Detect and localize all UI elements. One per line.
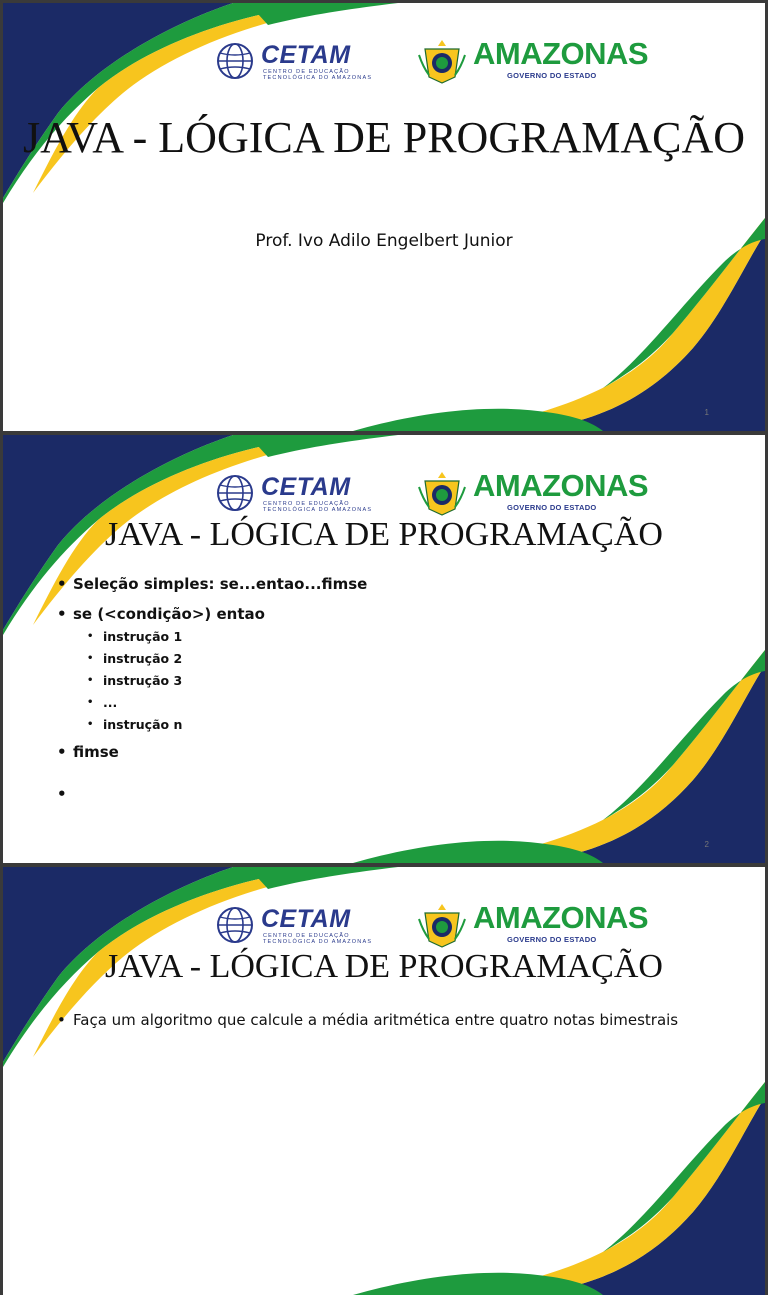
globe-icon [215, 473, 255, 513]
sub-list-item: • instrução 3 [87, 673, 697, 689]
amazonas-wordmark: AMAZONAS [473, 468, 649, 503]
slide-subtitle: Prof. Ivo Adilo Engelbert Junior [255, 231, 513, 251]
header-logos [215, 468, 649, 517]
cetam-subtitle: CENTRO DE EDUCAÇÃO TECNOLÓGICA DO AMAZONAS [263, 501, 373, 513]
cetam-subtitle: CENTRO DE EDUCAÇÃO TECNOLÓGICA DO AMAZONAS [263, 933, 373, 945]
amazonas-subtitle: GOVERNO DO ESTADO [507, 71, 597, 80]
cetam-wordmark: CETAM [261, 473, 351, 501]
amazonas-wordmark: AMAZONAS [473, 900, 649, 935]
list-item: • Seleção simples: se...entao...fimse [57, 575, 697, 593]
coat-of-arms-icon [417, 901, 467, 949]
amazonas-subtitle: GOVERNO DO ESTADO [507, 503, 597, 512]
amazonas-logo [415, 468, 649, 517]
slide-3[interactable] [3, 867, 765, 1295]
bullet-list [57, 575, 697, 815]
amazonas-logo [415, 900, 649, 949]
coat-of-arms-icon [417, 37, 467, 85]
page-number: 2 [704, 840, 709, 849]
page-number: 1 [704, 408, 709, 417]
cetam-wordmark: CETAM [261, 41, 351, 69]
sub-list-item: • instrução 1 [87, 629, 697, 645]
sub-list-item: • instrução n [87, 717, 697, 733]
slide-2[interactable] [3, 435, 765, 863]
slide-title: JAVA - LÓGICA DE PROGRAMAÇÃO [105, 948, 663, 985]
slide-1[interactable] [3, 3, 765, 431]
list-item: • fimse [57, 743, 697, 761]
list-item: • se (<condição>) entao [57, 605, 697, 623]
cetam-logo [215, 903, 385, 947]
slide-title: JAVA - LÓGICA DE PROGRAMAÇÃO [105, 516, 663, 553]
amazonas-wordmark: AMAZONAS [473, 36, 649, 71]
header-logos [215, 900, 649, 949]
cetam-wordmark: CETAM [261, 905, 351, 933]
sub-list-item: • ... [87, 695, 697, 711]
slide-body-text: • Faça um algoritmo que calcule a média aritmética entre quatro notas bimestrais [57, 1011, 733, 1029]
slide-title: JAVA - LÓGICA DE PROGRAMAÇÃO [22, 113, 746, 162]
cetam-subtitle: CENTRO DE EDUCAÇÃO TECNOLÓGICA DO AMAZONAS [263, 69, 373, 81]
coat-of-arms-icon [417, 469, 467, 517]
empty-list-item [57, 785, 697, 803]
globe-icon [215, 41, 255, 81]
amazonas-subtitle: GOVERNO DO ESTADO [507, 935, 597, 944]
amazonas-logo [415, 36, 649, 85]
sub-list-item: • instrução 2 [87, 651, 697, 667]
globe-icon [215, 905, 255, 945]
cetam-logo [215, 471, 385, 515]
header-logos [215, 36, 649, 85]
cetam-logo [215, 39, 385, 83]
